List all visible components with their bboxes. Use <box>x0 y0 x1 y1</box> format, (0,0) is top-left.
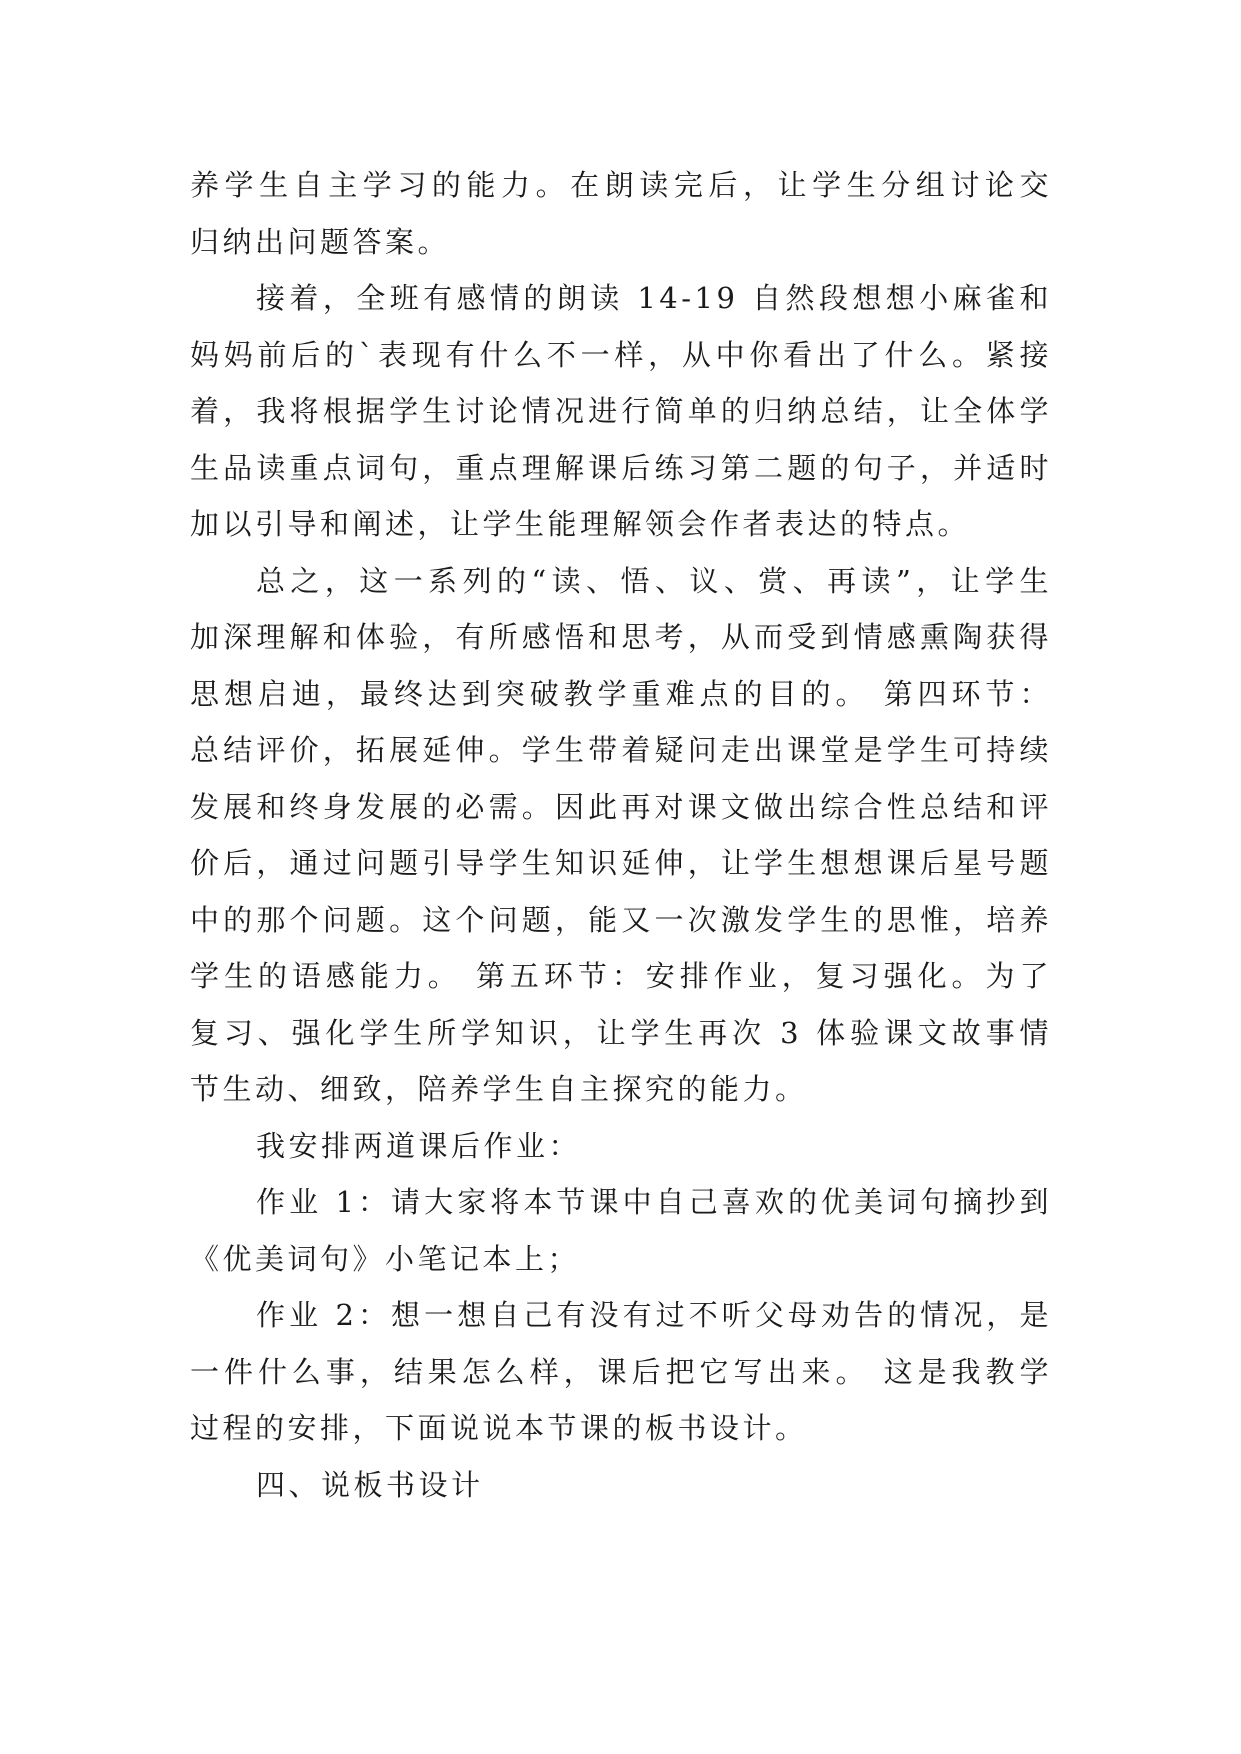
paragraph-start-line: 作业 2：想一想自己有没有过不听父母劝告的情况，是 <box>256 1298 1052 1332</box>
text-line: 一件什么事，结果怎么样，课后把它写出来。 这是我教学 <box>190 1354 1052 1389</box>
text-line: 总结评价，拓展延伸。学生带着疑问走出课堂是学生可持续 <box>190 733 1052 767</box>
text-line: 过程的安排，下面说说本节课的板书设计。 <box>190 1411 808 1445</box>
paragraph-start-line: 总之，这一系列的“读、悟、议、赏、再读”，让学生 <box>256 563 1052 598</box>
document-body <box>190 157 1052 1513</box>
text-line: 妈妈前后的`表现有什么不一样，从中你看出了什么。紧接 <box>190 337 1052 372</box>
text-line: 加以引导和阐述，让学生能理解领会作者表达的特点。 <box>190 507 971 541</box>
text-line: 思想启迪，最终达到突破教学重难点的目的。 第四环节： <box>190 676 1052 711</box>
text-line: 复习、强化学生所学知识，让学生再次 3 体验课文故事情 <box>190 1015 1052 1050</box>
text-line: 加深理解和体验，有所感悟和思考，从而受到情感熏陶获得 <box>190 620 1052 654</box>
text-line: 中的那个问题。这个问题，能又一次激发学生的思惟，培养 <box>190 902 1052 937</box>
text-line: 学生的语感能力。 第五环节：安排作业，复习强化。为了 <box>190 959 1052 993</box>
text-line: 着，我将根据学生讨论情况进行简单的归纳总结，让全体学 <box>190 394 1052 428</box>
text-line: 发展和终身发展的必需。因此再对课文做出综合性总结和评 <box>190 789 1052 824</box>
text-line: 节生动、细致，陪养学生自主探究的能力。 <box>190 1072 808 1106</box>
section-heading: 四、说板书设计 <box>256 1467 484 1502</box>
paragraph-start-line: 我安排两道课后作业： <box>256 1128 582 1163</box>
text-line: 价后，通过问题引导学生知识延伸，让学生想想课后星号题 <box>190 846 1052 880</box>
text-line: 归纳出问题答案。 <box>190 224 451 259</box>
paragraph-start-line: 作业 1：请大家将本节课中自己喜欢的优美词句摘抄到 <box>256 1185 1052 1219</box>
text-line: 生品读重点词句，重点理解课后练习第二题的句子，并适时 <box>190 450 1052 485</box>
text-line: 《优美词句》小笔记本上； <box>190 1241 581 1276</box>
paragraph-start-line: 接着，全班有感情的朗读 14-19 自然段想想小麻雀和 <box>256 281 1052 315</box>
text-line: 养学生自主学习的能力。在朗读完后，让学生分组讨论交 <box>190 168 1052 202</box>
